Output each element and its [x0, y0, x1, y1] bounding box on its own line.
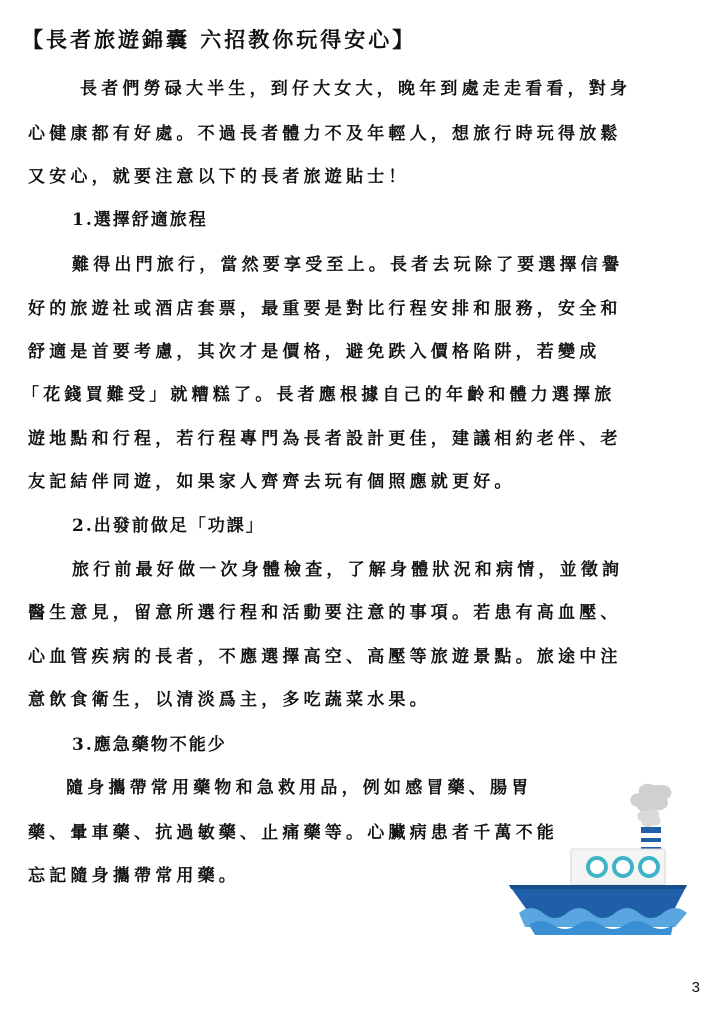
section-line: 旅行前最好做一次身體檢查，了解身體狀況和病情，並徵詢 — [72, 560, 624, 580]
section-heading: 1.選擇舒適旅程 — [72, 210, 208, 230]
porthole — [588, 858, 606, 876]
smoke-puff — [630, 784, 671, 812]
ship-funnel-stripe — [641, 833, 661, 838]
section-line: 好的旅遊社或酒店套票，最重要是對比行程安排和服務，安全和 — [28, 299, 622, 319]
ship-deck-stripe — [509, 885, 687, 889]
smoke-puff — [637, 809, 660, 827]
porthole — [640, 858, 658, 876]
section-line: 友記結伴同遊，如果家人齊齊去玩有個照應就更好。 — [28, 472, 516, 492]
section-line: 忘記隨身攜帶常用藥。 — [28, 866, 240, 886]
intro-line: 心健康都有好處。不過長者體力不及年輕人，想旅行時玩得放鬆 — [28, 124, 622, 144]
ship-funnel-stripe — [641, 842, 661, 847]
porthole — [614, 858, 632, 876]
page-title: 【長者旅遊錦囊 六招教你玩得安心】 — [22, 27, 417, 52]
section-heading: 3.應急藥物不能少 — [72, 735, 227, 755]
section-line: 隨身攜帶常用藥物和急救用品，例如感冒藥、腸胃 — [66, 778, 533, 798]
ship-illustration — [505, 775, 695, 940]
section-line: 「花錢買難受」就糟糕了。長者應根據自己的年齡和體力選擇旅 — [22, 385, 616, 405]
intro-line: 又安心，就要注意以下的長者旅遊貼士！ — [28, 167, 410, 187]
section-heading: 2.出發前做足「功課」 — [72, 516, 265, 536]
page-number: 3 — [691, 979, 700, 996]
section-line: 難得出門旅行，當然要享受至上。長者去玩除了要選擇信譽 — [72, 255, 624, 275]
section-line: 心血管疾病的長者，不應選擇高空、高壓等旅遊景點。旅途中注 — [28, 647, 622, 667]
section-line: 舒適是首要考慮，其次才是價格，避免跌入價格陷阱，若變成 — [28, 342, 601, 362]
intro-line: 長者們勞碌大半生，到仔大女大，晚年到處走走看看，對身 — [80, 79, 632, 99]
section-line: 藥、暈車藥、抗過敏藥、止痛藥等。心臟病患者千萬不能 — [28, 823, 558, 843]
section-line: 遊地點和行程，若行程專門為長者設計更佳，建議相約老伴、老 — [28, 429, 622, 449]
section-line: 醫生意見，留意所選行程和活動要注意的事項。若患有高血壓、 — [28, 603, 622, 623]
ship-funnel — [641, 827, 661, 851]
section-line: 意飲食衛生，以清淡爲主，多吃蔬菜水果。 — [28, 690, 431, 710]
